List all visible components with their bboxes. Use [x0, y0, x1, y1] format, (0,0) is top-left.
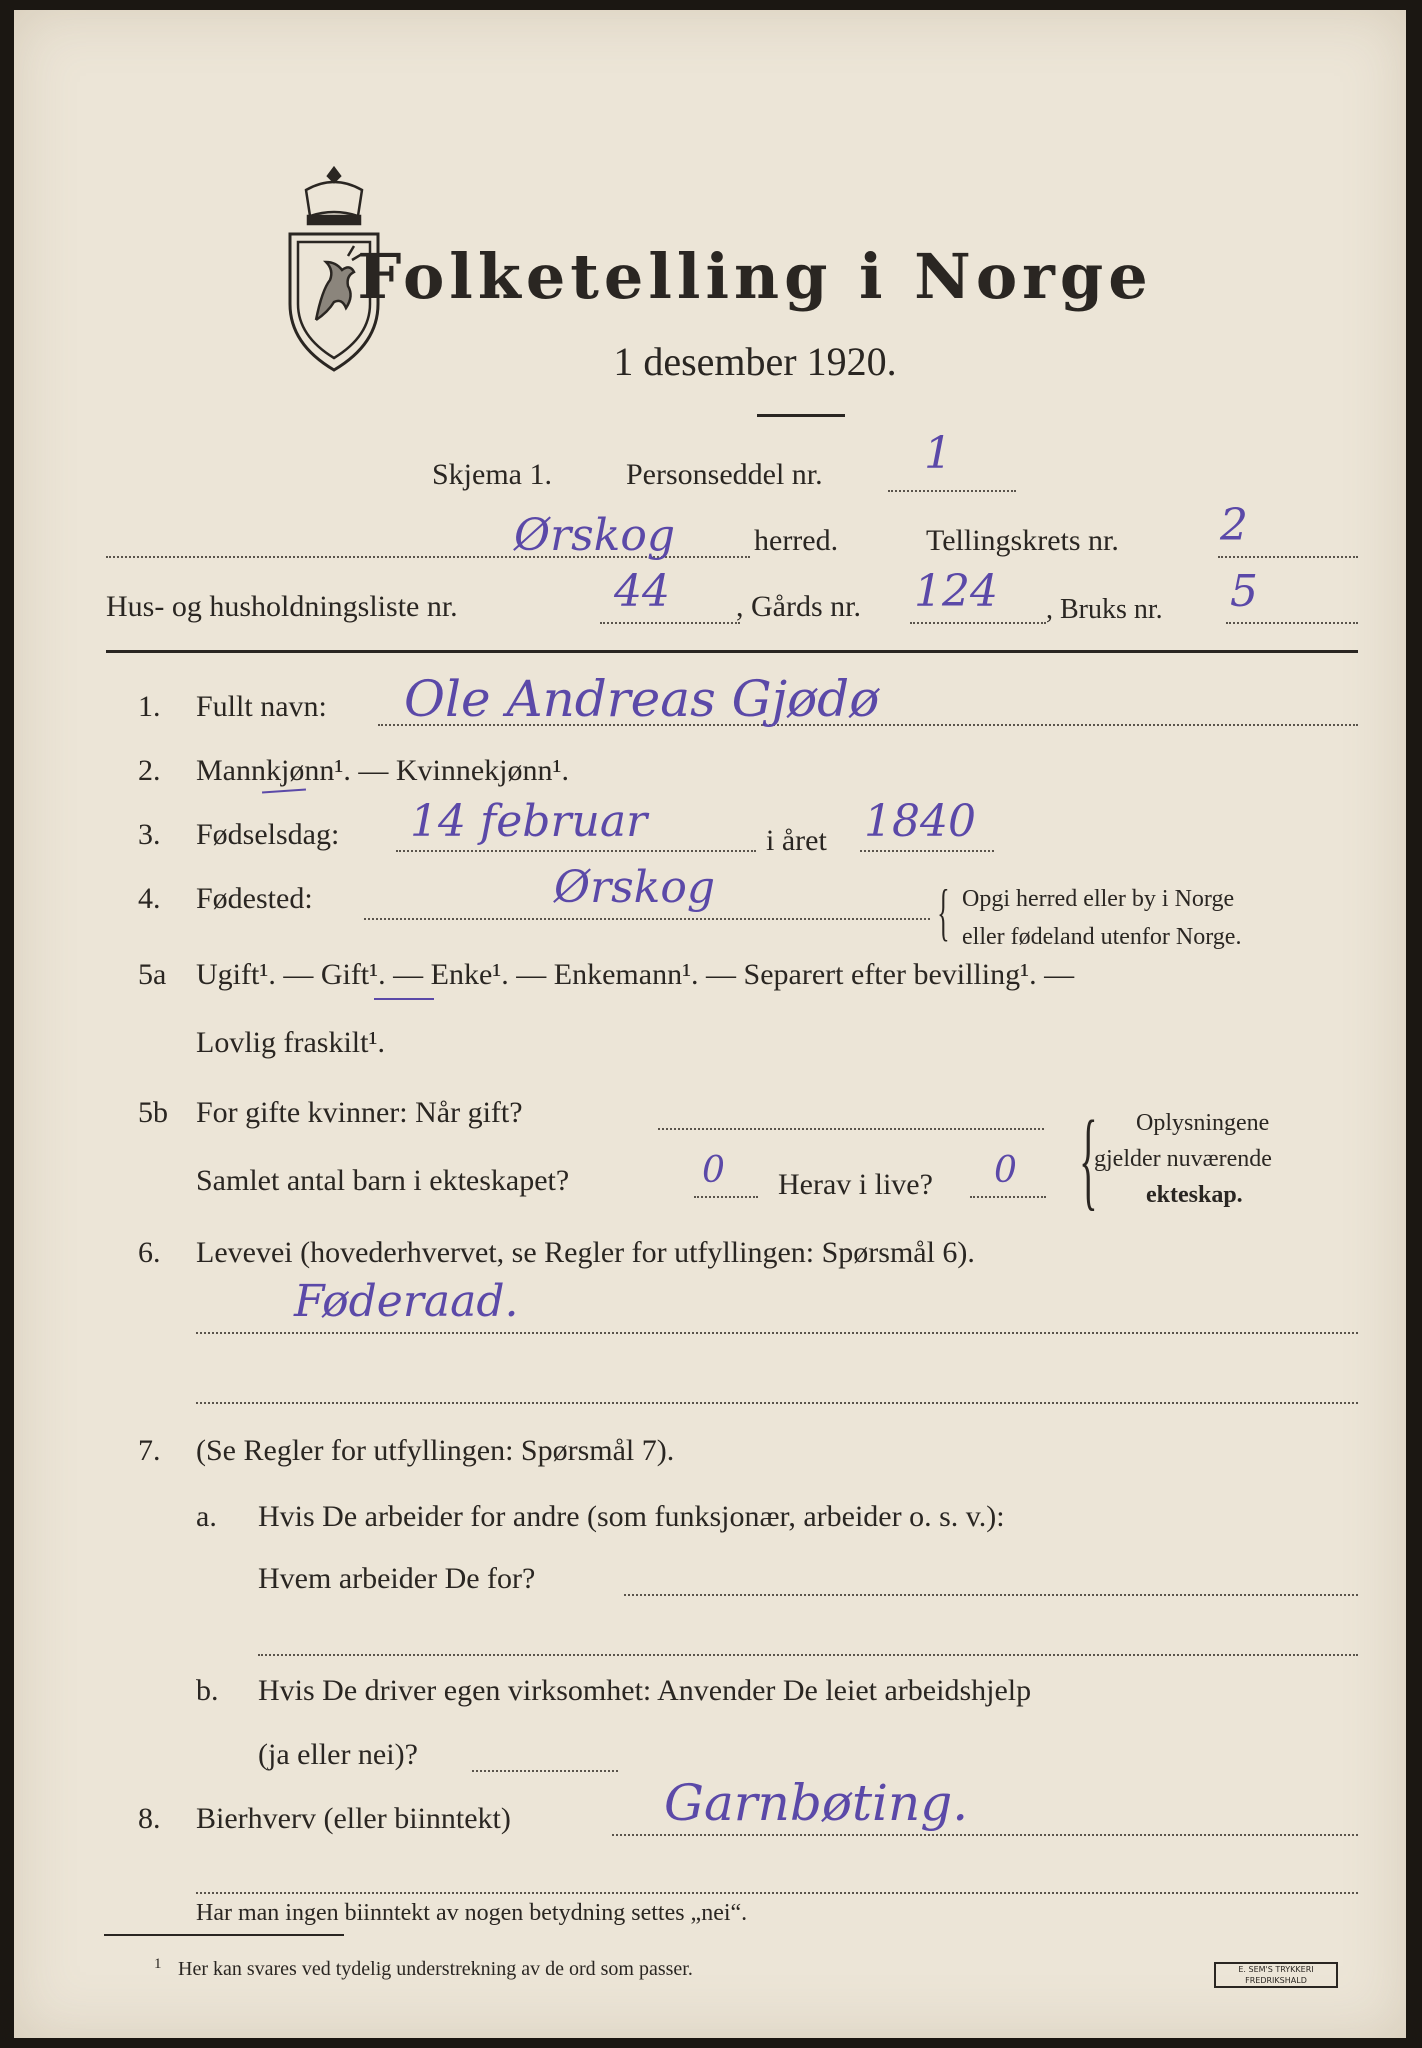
header-divider [106, 650, 1358, 653]
q7b-line2: (ja eller nei)? [258, 1738, 418, 1771]
skjema-label: Skjema 1. [432, 458, 552, 491]
q6-number: 6. [138, 1236, 161, 1269]
q3-year-value[interactable]: 1840 [864, 796, 976, 847]
q3-value[interactable]: 14 februar [410, 796, 648, 847]
q8-number: 8. [138, 1802, 161, 1835]
q5a-underline-mark [374, 998, 434, 1000]
footnote-mark: 1 [154, 1956, 162, 1972]
q8-line1 [612, 1834, 1358, 1836]
q6-line2 [196, 1402, 1358, 1404]
bruks-value[interactable]: 5 [1230, 566, 1258, 617]
hus-line [600, 622, 740, 624]
personseddel-label: Personseddel nr. [626, 458, 823, 491]
q4-brace: { [937, 876, 950, 947]
q6-label: Levevei (hovederhvervet, se Regler for utfyllingen: Spørsmål 6). [196, 1236, 975, 1269]
q2-number: 2. [138, 754, 161, 787]
q7a-answer-line2 [258, 1654, 1358, 1656]
q4-label: Fødested: [196, 882, 313, 915]
tellingskrets-line [1218, 556, 1358, 558]
gards-value[interactable]: 124 [914, 566, 998, 617]
q7b-line1: Hvis De driver egen virksomhet: Anvender De leiet arbeidshjelp [258, 1674, 1032, 1707]
q7b-label: b. [196, 1674, 219, 1707]
q5b-brace: { [1079, 1098, 1098, 1220]
q5b-barn-line [694, 1196, 758, 1198]
q4-value[interactable]: Ørskog [554, 862, 716, 913]
nei-note: Har man ingen biinntekt av nogen betydning settes „nei“. [196, 1900, 748, 1926]
q8-line2 [196, 1892, 1358, 1894]
q5b-line1: For gifte kvinner: Når gift? [196, 1096, 523, 1129]
footnote-rule [104, 1934, 344, 1936]
q7a-answer-line [624, 1594, 1358, 1596]
tellingskrets-label: Tellingskrets nr. [926, 524, 1119, 557]
q2-label: Mannkjønn¹. — Kvinnekjønn¹. [196, 754, 569, 787]
form-date: 1 desember 1920. [613, 339, 897, 384]
q4-number: 4. [138, 882, 161, 915]
q5b-barn-value[interactable]: 0 [702, 1150, 725, 1191]
herred-label: herred. [754, 524, 839, 557]
q5a-number: 5a [138, 958, 167, 991]
q5b-note-line2: gjelder nuværende [1094, 1146, 1272, 1172]
hus-value[interactable]: 44 [614, 566, 670, 617]
q2-underline-mark [262, 788, 306, 793]
q5b-live-line [970, 1196, 1046, 1198]
q5a-line2: Lovlig fraskilt¹. [196, 1026, 385, 1059]
bruks-label: , Bruks nr. [1046, 594, 1163, 625]
printer-stamp: E. SEM'S TRYKKERI FREDRIKSHALD [1214, 1962, 1338, 1988]
hus-label: Hus- og husholdningsliste nr. [106, 590, 458, 623]
herred-value[interactable]: Ørskog [514, 510, 676, 561]
q7-label: (Se Regler for utfyllingen: Spørsmål 7). [196, 1434, 675, 1467]
q6-value[interactable]: Føderaad. [294, 1276, 519, 1327]
q5b-live-label: Herav i live? [778, 1168, 933, 1201]
q8-label: Bierhverv (eller biinntekt) [196, 1802, 511, 1835]
q5b-note-line3: ekteskap. [1146, 1182, 1243, 1208]
q1-value[interactable]: Ole Andreas Gjødø [404, 670, 880, 728]
gards-label: , Gårds nr. [736, 590, 861, 623]
q8-value[interactable]: Garnbøting. [664, 1774, 969, 1832]
q3-year-line [860, 850, 994, 852]
q5b-barn-label: Samlet antal barn i ekteskapet? [196, 1164, 570, 1197]
q4-note-line1: Opgi herred eller by i Norge [962, 886, 1235, 912]
q7a-line2: Hvem arbeider De for? [258, 1562, 536, 1595]
q1-number: 1. [138, 690, 161, 723]
gards-line [910, 622, 1046, 624]
q3-label: Fødselsdag: [196, 818, 340, 851]
q3-number: 3. [138, 818, 161, 851]
title-divider [757, 414, 845, 417]
q5a-line1: Ugift¹. — Gift¹. — Enke¹. — Enkemann¹. — Separert efter bevilling¹. — [196, 958, 1075, 991]
personseddel-value[interactable]: 1 [924, 428, 952, 479]
q3-line [396, 850, 756, 852]
q7b-answer-line [472, 1770, 618, 1772]
q4-line [364, 918, 930, 920]
census-form [14, 10, 1406, 2038]
q3-year-label: i året [766, 824, 827, 857]
q1-label: Fullt navn: [196, 690, 327, 723]
q4-note-line2: eller fødeland utenfor Norge. [962, 924, 1242, 950]
q7a-line1: Hvis De arbeider for andre (som funksjonær, arbeider o. s. v.): [258, 1500, 1005, 1533]
personseddel-line [888, 490, 1016, 492]
q7a-label: a. [196, 1500, 217, 1533]
q5b-number: 5b [138, 1096, 168, 1129]
form-title: Folketelling i Norge [357, 240, 1153, 313]
q5b-live-value[interactable]: 0 [994, 1150, 1017, 1191]
q5b-gift-line [658, 1128, 1044, 1130]
tellingskrets-value[interactable]: 2 [1220, 500, 1248, 551]
q6-line1 [196, 1332, 1358, 1334]
footnote-text: Her kan svares ved tydelig understrekning av de ord som passer. [178, 1958, 693, 1980]
q7-number: 7. [138, 1434, 161, 1467]
q5b-note-line1: Oplysningene [1136, 1110, 1270, 1136]
bruks-line [1226, 622, 1358, 624]
